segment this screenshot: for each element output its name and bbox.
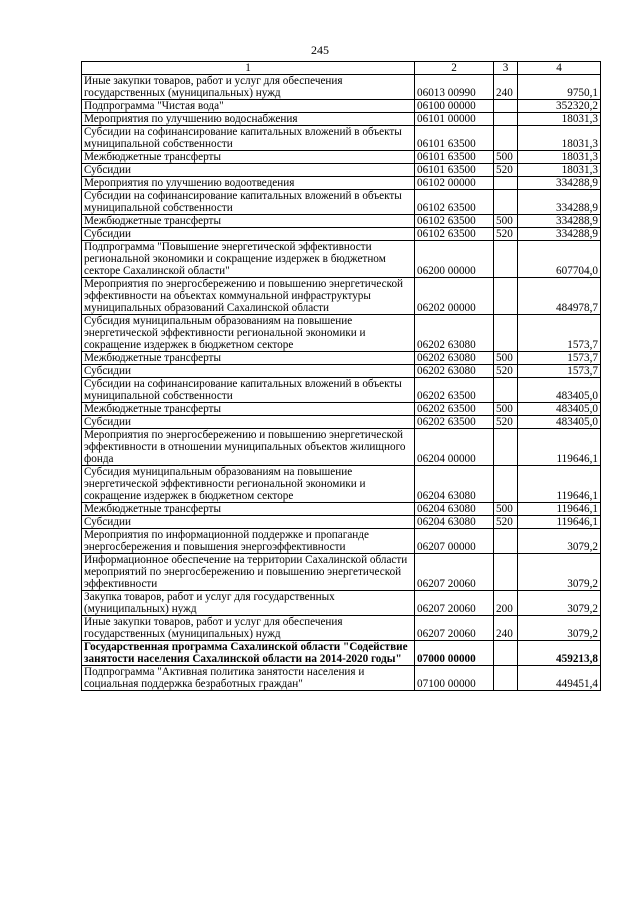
row-code: 07100 00000 (415, 666, 494, 691)
row-sum: 3079,2 (518, 591, 601, 616)
row-sum: 334288,9 (518, 177, 601, 190)
table-row (82, 228, 601, 241)
row-code: 06204 63080 (415, 503, 494, 516)
row-sum: 1573,7 (518, 352, 601, 365)
row-name: Межбюджетные трансферты (82, 151, 415, 164)
row-type: 200 (494, 591, 518, 616)
row-type (494, 113, 518, 126)
table-row (82, 365, 601, 378)
row-sum: 3079,2 (518, 616, 601, 641)
table-row (82, 641, 601, 666)
row-type (494, 278, 518, 315)
row-name: Субсидии (82, 416, 415, 429)
table-row (82, 315, 601, 352)
table-row (82, 278, 601, 315)
row-name: Мероприятия по улучшению водоотведения (82, 177, 415, 190)
row-sum: 483405,0 (518, 416, 601, 429)
row-sum: 449451,4 (518, 666, 601, 691)
row-name: Межбюджетные трансферты (82, 215, 415, 228)
row-code: 06202 63080 (415, 315, 494, 352)
row-name: Субсидии на софинансирование капитальных вложений в объекты муниципальной собственности (82, 190, 415, 215)
row-name: Подпрограмма "Повышение энергетической эффективности региональной экономики и сокращение издержек в бюджетном секторе Сахалинской области" (82, 241, 415, 278)
row-sum: 18031,3 (518, 151, 601, 164)
row-sum: 484978,7 (518, 278, 601, 315)
row-name: Субсидии на софинансирование капитальных вложений в объекты муниципальной собственности (82, 126, 415, 151)
page-number: 245 (311, 43, 329, 57)
row-name: Межбюджетные трансферты (82, 503, 415, 516)
row-type (494, 666, 518, 691)
row-code: 06100 00000 (415, 100, 494, 113)
row-name: Иные закупки товаров, работ и услуг для обеспечения государственных (муниципальных) нужд (82, 75, 415, 100)
table-row (82, 516, 601, 529)
row-type: 500 (494, 151, 518, 164)
table-row (82, 126, 601, 151)
row-code: 06101 63500 (415, 164, 494, 177)
row-type (494, 466, 518, 503)
row-code: 06013 00990 (415, 75, 494, 100)
row-type (494, 529, 518, 554)
table-row (82, 554, 601, 591)
row-sum: 483405,0 (518, 378, 601, 403)
row-code: 06202 63500 (415, 378, 494, 403)
row-code: 06202 63080 (415, 352, 494, 365)
row-sum: 1573,7 (518, 365, 601, 378)
row-type (494, 429, 518, 466)
row-name: Мероприятия по энергосбережению и повышению энергетической эффективности на объектах коммунальной инфраструктуры муниципальных образований Сахалинской области (82, 278, 415, 315)
row-type: 520 (494, 228, 518, 241)
row-code: 07000 00000 (415, 641, 494, 666)
table-row (82, 164, 601, 177)
row-code: 06204 63080 (415, 516, 494, 529)
row-type: 240 (494, 616, 518, 641)
table-row (82, 529, 601, 554)
row-code: 06202 00000 (415, 278, 494, 315)
row-name: Субсидии (82, 228, 415, 241)
row-sum: 119646,1 (518, 466, 601, 503)
row-type (494, 190, 518, 215)
row-sum: 352320,2 (518, 100, 601, 113)
row-type (494, 177, 518, 190)
row-sum: 334288,9 (518, 228, 601, 241)
row-sum: 483405,0 (518, 403, 601, 416)
row-name: Закупка товаров, работ и услуг для государственных (муниципальных) нужд (82, 591, 415, 616)
row-sum: 1573,7 (518, 315, 601, 352)
row-sum: 334288,9 (518, 190, 601, 215)
table-row (82, 100, 601, 113)
row-name: Подпрограмма "Чистая вода" (82, 100, 415, 113)
budget-table (81, 61, 601, 691)
row-code: 06207 20060 (415, 591, 494, 616)
row-type (494, 315, 518, 352)
table-row (82, 403, 601, 416)
row-name: Мероприятия по информационной поддержке и пропаганде энергосбережения и повышения энергоэффективности (82, 529, 415, 554)
row-type: 520 (494, 516, 518, 529)
row-name: Подпрограмма "Активная политика занятости населения и социальная поддержка безработных граждан" (82, 666, 415, 691)
table-row (82, 352, 601, 365)
table-row (82, 591, 601, 616)
table-header-row (82, 62, 601, 75)
row-type: 520 (494, 365, 518, 378)
row-code: 06101 63500 (415, 151, 494, 164)
row-type: 500 (494, 503, 518, 516)
row-sum: 607704,0 (518, 241, 601, 278)
row-code: 06202 63500 (415, 403, 494, 416)
table-row (82, 151, 601, 164)
row-code: 06200 00000 (415, 241, 494, 278)
row-type: 240 (494, 75, 518, 100)
row-sum: 18031,3 (518, 113, 601, 126)
header-col-1: 1 (82, 62, 415, 75)
row-type: 500 (494, 215, 518, 228)
row-code: 06207 00000 (415, 529, 494, 554)
row-type: 520 (494, 164, 518, 177)
row-name: Межбюджетные трансферты (82, 352, 415, 365)
row-name: Субсидии на софинансирование капитальных вложений в объекты муниципальной собственности (82, 378, 415, 403)
row-type (494, 554, 518, 591)
row-name: Информационное обеспечение на территории Сахалинской области мероприятий по энергосбережению и повышению энергетической эффективности (82, 554, 415, 591)
row-code: 06102 00000 (415, 177, 494, 190)
row-code: 06204 63080 (415, 466, 494, 503)
table-row (82, 215, 601, 228)
row-sum: 334288,9 (518, 215, 601, 228)
row-code: 06102 63500 (415, 228, 494, 241)
row-code: 06101 00000 (415, 113, 494, 126)
row-sum: 3079,2 (518, 529, 601, 554)
row-sum: 18031,3 (518, 164, 601, 177)
table-row (82, 241, 601, 278)
row-type (494, 241, 518, 278)
row-type (494, 641, 518, 666)
table-row (82, 75, 601, 100)
row-name: Субсидии (82, 365, 415, 378)
header-col-4: 4 (518, 62, 601, 75)
row-sum: 119646,1 (518, 516, 601, 529)
table-row (82, 466, 601, 503)
table-row (82, 616, 601, 641)
table-row (82, 177, 601, 190)
row-code: 06207 20060 (415, 616, 494, 641)
row-sum: 119646,1 (518, 429, 601, 466)
table-row (82, 429, 601, 466)
row-sum: 3079,2 (518, 554, 601, 591)
row-name: Субсидии (82, 164, 415, 177)
row-sum: 9750,1 (518, 75, 601, 100)
row-code: 06202 63080 (415, 365, 494, 378)
row-sum: 459213,8 (518, 641, 601, 666)
row-sum: 18031,3 (518, 126, 601, 151)
row-name: Межбюджетные трансферты (82, 403, 415, 416)
table-row (82, 190, 601, 215)
row-name: Мероприятия по улучшению водоснабжения (82, 113, 415, 126)
row-code: 06102 63500 (415, 190, 494, 215)
table-row (82, 416, 601, 429)
table-row (82, 503, 601, 516)
row-name: Субсидия муниципальным образованиям на повышение энергетической эффективности региональной экономики и сокращение издержек в бюджетном секторе (82, 466, 415, 503)
row-type: 500 (494, 403, 518, 416)
table-row (82, 666, 601, 691)
row-name: Субсидии (82, 516, 415, 529)
row-type: 500 (494, 352, 518, 365)
row-sum: 119646,1 (518, 503, 601, 516)
table-row (82, 113, 601, 126)
row-code: 06207 20060 (415, 554, 494, 591)
row-code: 06202 63500 (415, 416, 494, 429)
row-type (494, 126, 518, 151)
row-name: Государственная программа Сахалинской области "Содействие занятости населения Сахалинской области на 2014-2020 годы" (82, 641, 415, 666)
row-type (494, 378, 518, 403)
row-code: 06204 00000 (415, 429, 494, 466)
table-row (82, 378, 601, 403)
row-name: Иные закупки товаров, работ и услуг для обеспечения государственных (муниципальных) нужд (82, 616, 415, 641)
row-name: Мероприятия по энергосбережению и повышению энергетической эффективности в отношении муниципальных объектов жилищного фонда (82, 429, 415, 466)
row-code: 06101 63500 (415, 126, 494, 151)
header-col-3: 3 (494, 62, 518, 75)
row-type: 520 (494, 416, 518, 429)
row-code: 06102 63500 (415, 215, 494, 228)
header-col-2: 2 (415, 62, 494, 75)
row-name: Субсидия муниципальным образованиям на повышение энергетической эффективности региональной экономики и сокращение издержек в бюджетном секторе (82, 315, 415, 352)
row-type (494, 100, 518, 113)
